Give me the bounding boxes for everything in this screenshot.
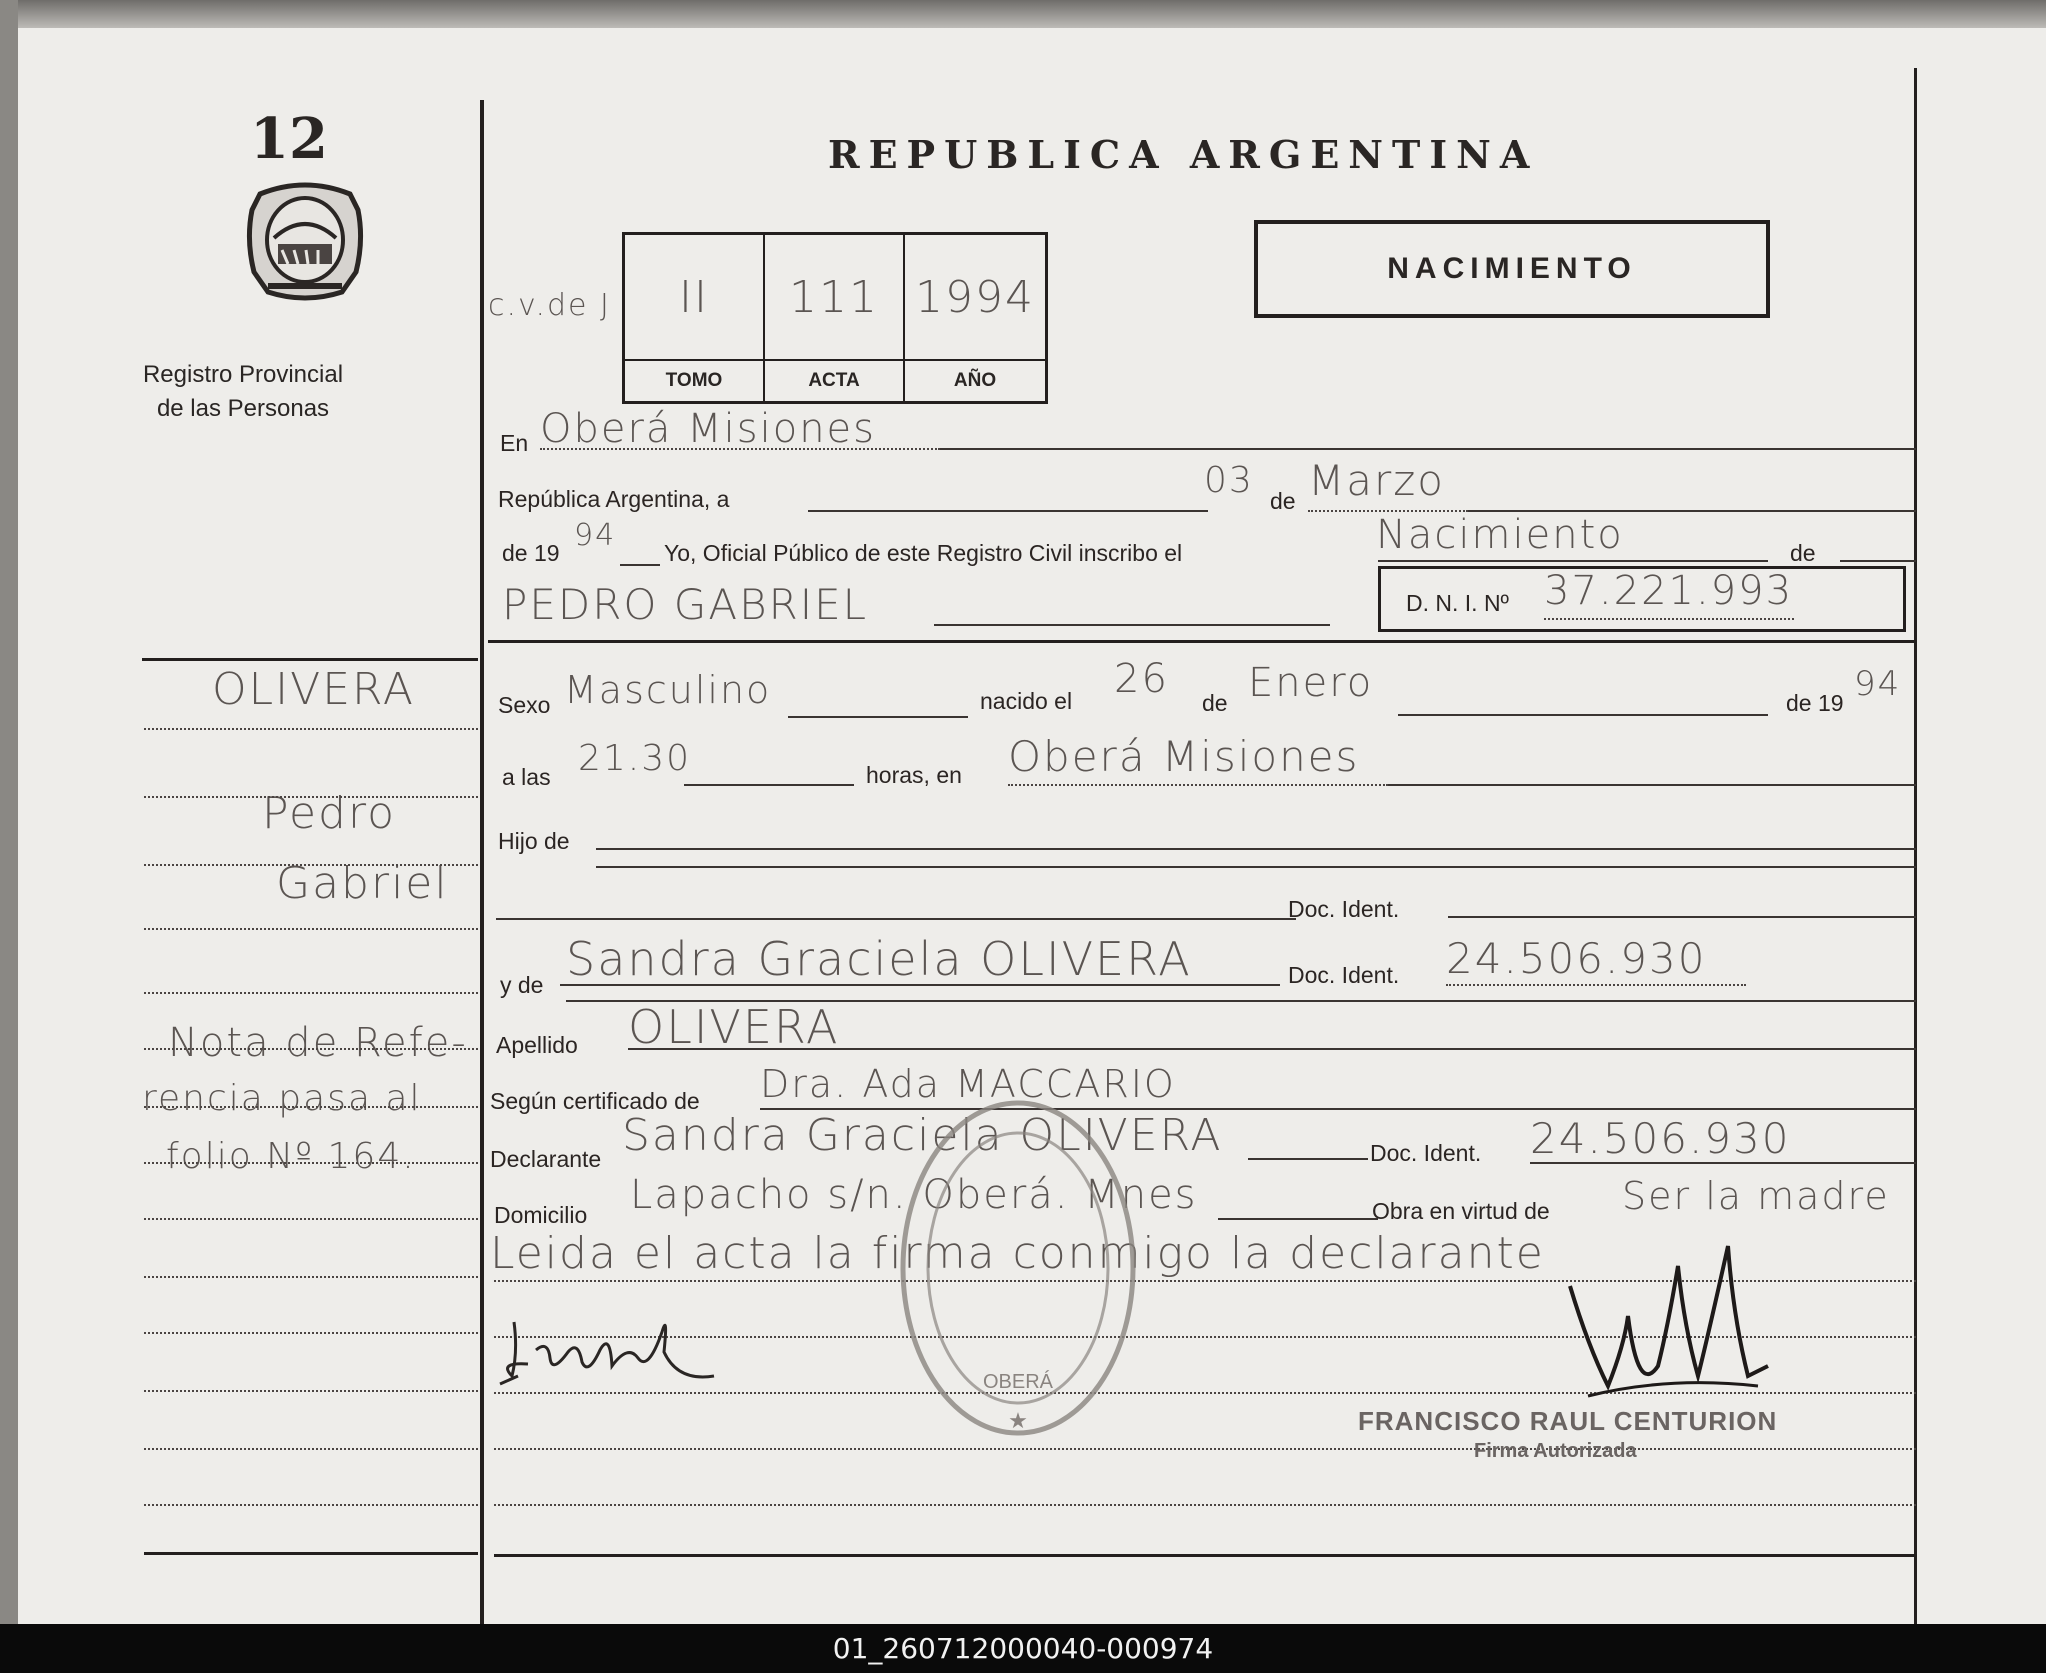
registry-line2: de las Personas xyxy=(156,395,330,422)
event-underline xyxy=(1378,560,1768,562)
declarant-underline xyxy=(1248,1158,1368,1160)
page-number: 12 xyxy=(250,106,328,172)
sidebar-ruled-line xyxy=(144,728,478,730)
document-type-box xyxy=(1254,220,1770,318)
registration-year: 94 xyxy=(574,518,617,553)
sidebar-ruled-line xyxy=(144,1106,478,1108)
dni-label: D. N. I. Nº xyxy=(1406,590,1509,616)
day-underline xyxy=(808,510,1208,512)
sidebar-ruled-line xyxy=(144,1218,478,1220)
birth-time: 21.30 xyxy=(578,738,692,779)
section-separator xyxy=(488,640,1916,643)
de2-underline xyxy=(1840,560,1916,562)
sidebar-ruled-line xyxy=(144,928,478,930)
hijo-label: Hijo de xyxy=(498,828,570,854)
father-line-2 xyxy=(596,866,1916,868)
declarante-label: Declarante xyxy=(490,1146,602,1172)
de2-label: de xyxy=(1790,540,1816,566)
name-underline xyxy=(934,624,1330,626)
yde-label: y de xyxy=(500,972,544,998)
declarant-name: Sandra Graciela OLIVERA xyxy=(622,1110,1223,1161)
registry-seal xyxy=(888,1088,1148,1448)
binding-shadow xyxy=(0,0,18,1624)
sidebar-ruled-line xyxy=(144,1332,478,1334)
mother-doc: 24.506.930 xyxy=(1446,934,1707,983)
de-label: de xyxy=(1270,488,1296,514)
document-type: NACIMIENTO xyxy=(1387,252,1637,285)
declarant-doc-underline xyxy=(1530,1162,1916,1164)
registered-name: PEDRO GABRIEL xyxy=(502,580,869,629)
apellido-label: Apellido xyxy=(496,1032,578,1058)
margin-note: c.v.de J xyxy=(488,288,611,323)
doc-ident-label-3: Doc. Ident. xyxy=(1370,1140,1482,1166)
surname-value: OLIVERA xyxy=(628,1000,840,1054)
form-ruled-line xyxy=(494,1504,1916,1506)
acta-value: 111 xyxy=(765,235,905,359)
image-id: 01_260712000040-000974 xyxy=(832,1632,1214,1665)
declarant-signature-icon xyxy=(488,1292,728,1402)
closing-statement: Leida el acta la firma conmigo la declarante xyxy=(490,1228,1545,1279)
republica-label: República Argentina, a xyxy=(498,486,730,512)
sidebar-ruled-line xyxy=(144,1390,478,1392)
tomo-label: TOMO xyxy=(625,359,765,401)
de19-label: de 19 xyxy=(502,540,560,566)
acta-label: ACTA xyxy=(765,359,905,401)
seal-text: OBERÁ xyxy=(982,1371,1054,1393)
sidebar-separator xyxy=(142,658,478,661)
sidebar-note-1: Nota de Refe- xyxy=(168,1020,468,1066)
sidebar-ruled-line xyxy=(144,1276,478,1278)
sidebar-ruled-line xyxy=(144,992,478,994)
father-line-1 xyxy=(596,848,1916,850)
sidebar-surname: OLIVERA xyxy=(212,664,415,715)
de3-label: de xyxy=(1202,690,1228,716)
declarant-doc: 24.506.930 xyxy=(1530,1114,1791,1163)
birth-month: Enero xyxy=(1248,660,1374,706)
form-bottom-rule xyxy=(494,1554,1916,1557)
svg-text:★: ★ xyxy=(1008,1408,1028,1433)
certificate-page xyxy=(18,28,2046,1624)
mother-underline xyxy=(560,984,1280,986)
sidebar-ruled-line xyxy=(144,864,478,866)
doc-ident-label: Doc. Ident. xyxy=(1288,896,1400,922)
capacity-value: Ser la madre xyxy=(1622,1174,1890,1218)
birth-place: Oberá Misiones xyxy=(1008,732,1360,781)
sidebar-given-2: Gabriel xyxy=(276,858,449,909)
sidebar-ruled-line xyxy=(144,796,478,798)
birth-year: 94 xyxy=(1854,664,1902,704)
en-dotted xyxy=(540,448,940,450)
sidebar-note-2: rencia pasa al xyxy=(142,1078,422,1119)
birth-month-underline xyxy=(1398,714,1768,716)
mother-doc-dotted xyxy=(1446,984,1746,986)
country-heading: REPUBLICA ARGENTINA xyxy=(828,132,1539,177)
sidebar-given-1: Pedro xyxy=(262,788,397,839)
form-ruled-line xyxy=(494,1448,1916,1450)
column-divider xyxy=(480,100,484,1624)
year-underline xyxy=(620,564,660,566)
doc-ident-label-2: Doc. Ident. xyxy=(1288,962,1400,988)
sex-underline xyxy=(788,716,968,718)
sidebar-ruled-line xyxy=(144,1448,478,1450)
tomo-value: II xyxy=(625,235,765,359)
obra-label: Obra en virtud de xyxy=(1372,1198,1550,1224)
nacido-label: nacido el xyxy=(980,688,1073,714)
sex-value: Masculino xyxy=(564,668,772,712)
provincial-crest-icon xyxy=(238,180,372,302)
ano-value: 1994 xyxy=(915,271,1035,323)
sexo-label: Sexo xyxy=(498,692,551,718)
time-underline xyxy=(684,784,854,786)
image-id-bar xyxy=(0,1624,2046,1673)
official-name: FRANCISCO RAUL CENTURION xyxy=(1358,1406,1778,1436)
registration-month: Marzo xyxy=(1308,456,1445,505)
birth-day: 26 xyxy=(1114,656,1169,702)
en-label: En xyxy=(500,430,529,456)
place-of-registration: Oberá Misiones xyxy=(540,406,877,452)
dni-dotted xyxy=(1544,618,1794,620)
de19b-label: de 19 xyxy=(1786,690,1844,716)
en-underline xyxy=(940,448,1916,450)
horas-label: horas, en xyxy=(866,762,962,788)
address-value: Lapacho s/n. Oberá. Mnes xyxy=(630,1172,1198,1218)
sidebar-ruled-line xyxy=(144,1162,478,1164)
dni-value: 37.221.993 xyxy=(1544,568,1794,614)
official-title: Firma Autorizada xyxy=(1474,1440,1637,1462)
registration-day: 03 xyxy=(1204,460,1254,501)
address-underline xyxy=(1218,1218,1378,1220)
record-index-table xyxy=(622,232,1048,404)
domicilio-label: Domicilio xyxy=(494,1202,588,1228)
segun-label: Según certificado de xyxy=(490,1088,700,1114)
mother-name: Sandra Graciela OLIVERA xyxy=(566,932,1192,986)
registry-line1: Registro Provincial xyxy=(142,361,344,388)
ano-label: AÑO xyxy=(905,359,1045,401)
father-doc-line xyxy=(496,918,1296,920)
event-type: Nacimiento xyxy=(1376,512,1624,558)
surname-underline xyxy=(628,1048,1916,1050)
officer-text: Yo, Oficial Público de este Registro Civil inscribo el xyxy=(664,540,1183,566)
sidebar-note-3: folio Nº 164. xyxy=(166,1136,416,1177)
right-border xyxy=(1914,68,1917,1624)
alas-label: a las xyxy=(502,764,551,790)
sidebar-ruled-line xyxy=(144,1504,478,1506)
sidebar-ruled-line xyxy=(144,1048,478,1050)
sidebar-bottom-rule xyxy=(144,1552,478,1555)
page-top-shadow xyxy=(0,0,2046,28)
registry-name xyxy=(108,358,378,426)
father-doc-underline xyxy=(1448,916,1916,918)
certificate-doctor: Dra. Ada MACCARIO xyxy=(760,1062,1176,1106)
birth-place-underline xyxy=(1388,784,1916,786)
birth-place-dotted xyxy=(1008,784,1388,786)
